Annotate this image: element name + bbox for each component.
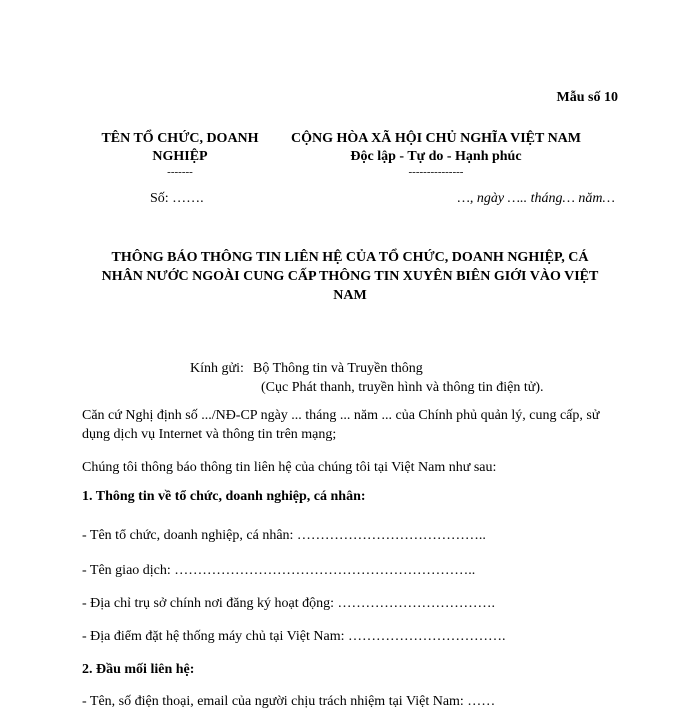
document-number: Số: ……. [150, 191, 204, 206]
field-server-location: - Địa điểm đặt hệ thống máy chủ tại Việt Nam: ……………………………. [82, 629, 506, 644]
field-organization-name: - Tên tổ chức, doanh nghiệp, cá nhân: ………………………………….. [82, 528, 486, 543]
organization-name: TÊN TỔ CHỨC, DOANH NGHIỆP [101, 131, 259, 164]
field-contact-person: - Tên, số điện thoại, email của người chịu trách nhiệm tại Việt Nam: …… [82, 694, 496, 709]
recipient-line-1: Bộ Thông tin và Truyền thông [253, 361, 423, 376]
nation-title: CỘNG HÒA XÃ HỘI CHỦ NGHĨA VIỆT NAM [290, 131, 581, 146]
national-motto: Độc lập - Tự do - Hạnh phúc [350, 149, 522, 164]
section-2-heading: 2. Đầu mối liên hệ: [82, 662, 195, 677]
field-trade-name: - Tên giao dịch: ……………………………………………………….. [82, 563, 476, 578]
recipient-line-2: (Cục Phát thanh, truyền hình và thông tin điện tử). [261, 380, 544, 395]
intro-paragraph: Chúng tôi thông báo thông tin liên hệ của chúng tôi tại Việt Nam như sau: [82, 460, 497, 475]
section-1-heading: 1. Thông tin về tổ chức, doanh nghiệp, cá nhân: [82, 489, 366, 504]
organization-divider: ------- [167, 166, 193, 178]
motto-divider: --------------- [408, 166, 464, 178]
recipient-label: Kính gửi: [190, 361, 244, 376]
form-number: Mẫu số 10 [556, 90, 618, 105]
document-title: THÔNG BÁO THÔNG TIN LIÊN HỆ CỦA TỔ CHỨC, DOANH NGHIỆP, CÁ NHÂN NƯỚC NGOÀI CUNG CẤP THÔNG TIN XUYÊN BIÊN GIỚI VÀO VIỆT NAM [101, 250, 599, 303]
legal-basis-paragraph: Căn cứ Nghị định số .../NĐ-CP ngày ... tháng ... năm ... của Chính phủ quản lý, cung cấp, sử dụng dịch vụ Internet và thông tin trên mạng; [82, 408, 600, 442]
field-head-office-address: - Địa chỉ trụ sở chính nơi đăng ký hoạt động: ……………………………. [82, 596, 495, 611]
date-line: …, ngày ….. tháng… năm… [457, 191, 615, 206]
